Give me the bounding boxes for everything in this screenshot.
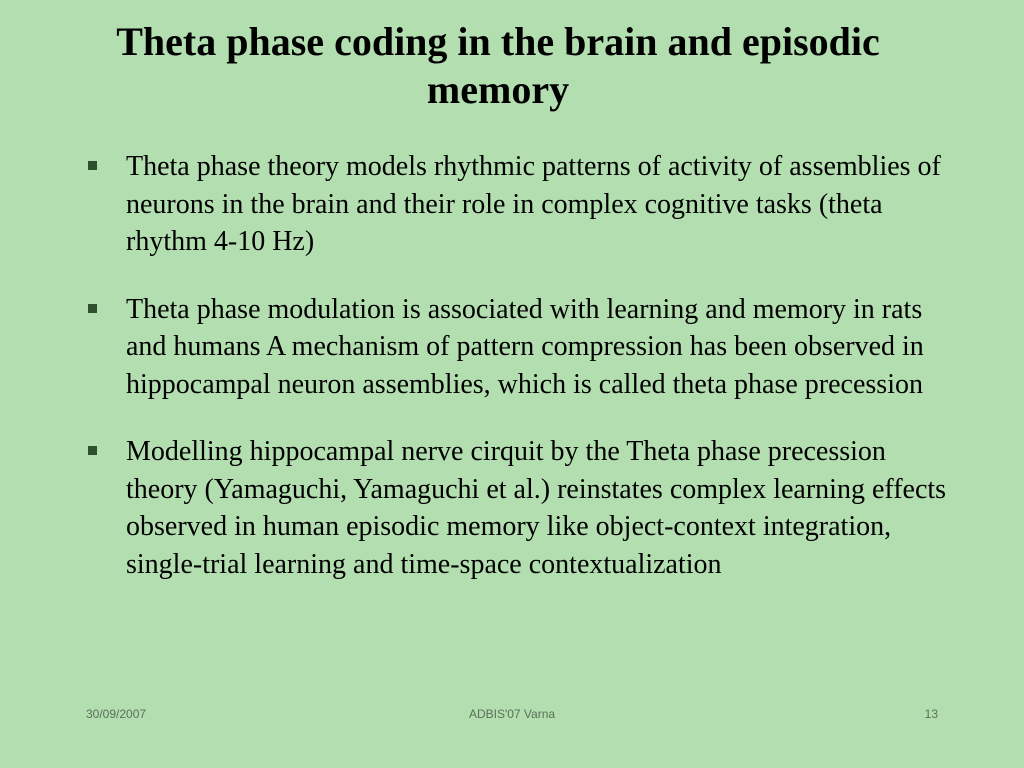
footer-date: 30/09/2007 (86, 707, 147, 721)
bullet-list (88, 148, 948, 583)
bullet-item (88, 148, 948, 261)
square-bullet-icon (88, 446, 97, 455)
bullet-item (88, 433, 948, 583)
bullet-text: Modelling hippocampal nerve cirquit by the Theta phase precession theory (Yamaguchi, Yamaguchi et al.) reinstates complex learning effects observed in human episodic memory like object-context integration, single-trial learning and time-space contextualization (126, 436, 947, 580)
bullet-text: Theta phase theory models rhythmic patterns of activity of assemblies of neurons in the brain and their role in complex cognitive tasks (theta rhythm 4-10 Hz) (126, 151, 941, 257)
square-bullet-icon (88, 161, 97, 170)
footer-event: ADBIS'07 Varna (468, 707, 556, 721)
slide-title: Theta phase coding in the brain and episodic memory (116, 19, 880, 112)
bullet-item (88, 291, 948, 404)
footer-page-number: 13 (924, 707, 938, 721)
bullet-text: Theta phase modulation is associated with learning and memory in rats and humans A mechanism of pattern compression has been observed in hippocampal neuron assemblies, which is called theta phase precession (126, 293, 924, 400)
square-bullet-icon (88, 304, 97, 313)
